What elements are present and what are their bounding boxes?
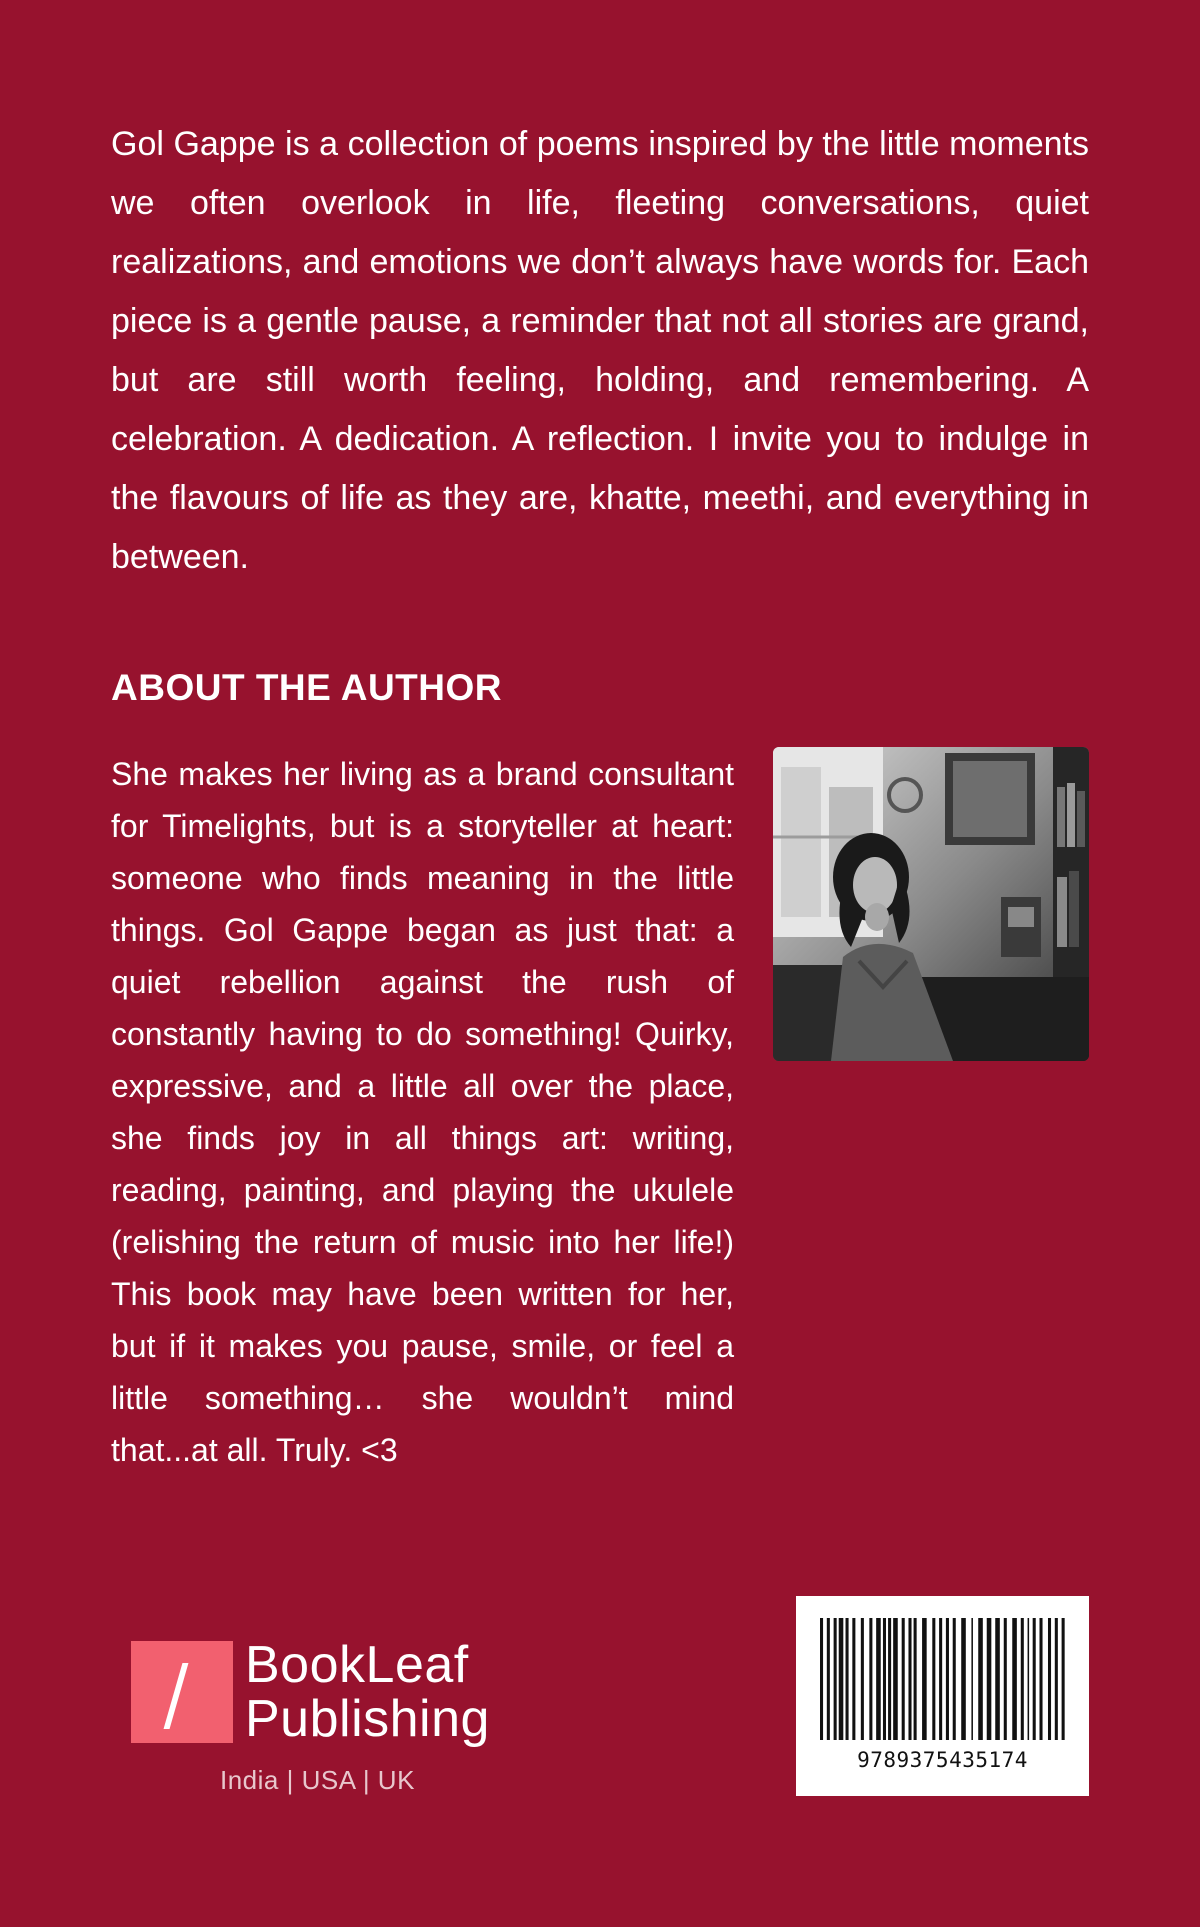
barcode-bar bbox=[888, 1618, 891, 1740]
barcode-bar bbox=[893, 1618, 898, 1740]
barcode-bar bbox=[1055, 1618, 1058, 1740]
barcode-bar bbox=[922, 1618, 927, 1740]
book-blurb: Gol Gappe is a collection of poems inspired by the little moments we often overlook in life, fleeting conversations, quiet realizations, and emotions we don’t always have words for. Each piece is a gentle pause, a reminder that not all stories are grand, but are still worth feeling, holding, and remembering. A celebration. A dedication. A reflection. I invite you to indulge in the flavours of life as they are, khatte, meethi, and everything in between. bbox=[111, 125, 1089, 576]
slash-icon bbox=[164, 1663, 189, 1729]
barcode-bar bbox=[1039, 1618, 1042, 1740]
barcode-bar bbox=[869, 1618, 872, 1740]
barcode-bar bbox=[846, 1618, 849, 1740]
isbn-barcode bbox=[796, 1596, 1089, 1796]
barcode-bar bbox=[978, 1618, 983, 1740]
barcode-bar bbox=[1048, 1618, 1051, 1740]
barcode-bar bbox=[946, 1618, 949, 1740]
barcode-bar bbox=[883, 1618, 886, 1740]
barcode-bar bbox=[1021, 1618, 1024, 1740]
barcode-bar bbox=[1028, 1618, 1030, 1740]
publisher-locations: India | USA | UK bbox=[220, 1765, 415, 1795]
barcode-bar bbox=[1033, 1618, 1036, 1740]
barcode-bar bbox=[953, 1618, 956, 1740]
publisher-name-line2: Publishing bbox=[245, 1690, 490, 1748]
barcode-bar bbox=[876, 1618, 881, 1740]
barcode-bar bbox=[914, 1618, 917, 1740]
barcode-bar bbox=[852, 1618, 855, 1740]
barcode-bar bbox=[987, 1618, 992, 1740]
barcode-bar bbox=[820, 1618, 823, 1740]
barcode-bar bbox=[839, 1618, 844, 1740]
barcode-bar bbox=[834, 1618, 837, 1740]
barcode-bar bbox=[1004, 1618, 1007, 1740]
about-author-heading: ABOUT THE AUTHOR bbox=[111, 667, 502, 708]
publisher-name-line1: BookLeaf bbox=[245, 1636, 469, 1694]
barcode-bars bbox=[820, 1618, 1065, 1740]
barcode-bar bbox=[971, 1618, 973, 1740]
publisher-logo bbox=[131, 1637, 531, 1797]
barcode-bar bbox=[908, 1618, 911, 1740]
author-bio: She makes her living as a brand consultant for Timelights, but is a storyteller at heart: someone who finds meaning in the little things. Gol Gappe began as just that: a quiet rebellion against the rush of constantly having to do something! Quirky, expressive, and a little all over the place, she finds joy in all things art: writing, reading, painting, and playing the ukulele (relishing the return of music into her life!) This book may have been written for her, but if it makes you pause, smile, or feel a little something… she wouldn’t mind that...at all. Truly. <3 bbox=[111, 756, 734, 1468]
barcode-bar bbox=[861, 1618, 864, 1740]
barcode-bar bbox=[932, 1618, 935, 1740]
author-photo bbox=[773, 747, 1089, 1061]
barcode-bar bbox=[902, 1618, 905, 1740]
barcode-bar bbox=[995, 1618, 1000, 1740]
isbn-number: 9789375435174 bbox=[857, 1748, 1028, 1772]
barcode-bar bbox=[1062, 1618, 1065, 1740]
barcode-bar bbox=[961, 1618, 966, 1740]
barcode-bar bbox=[939, 1618, 942, 1740]
logo-mark bbox=[131, 1641, 233, 1743]
barcode-bar bbox=[827, 1618, 830, 1740]
barcode-bar bbox=[1012, 1618, 1017, 1740]
